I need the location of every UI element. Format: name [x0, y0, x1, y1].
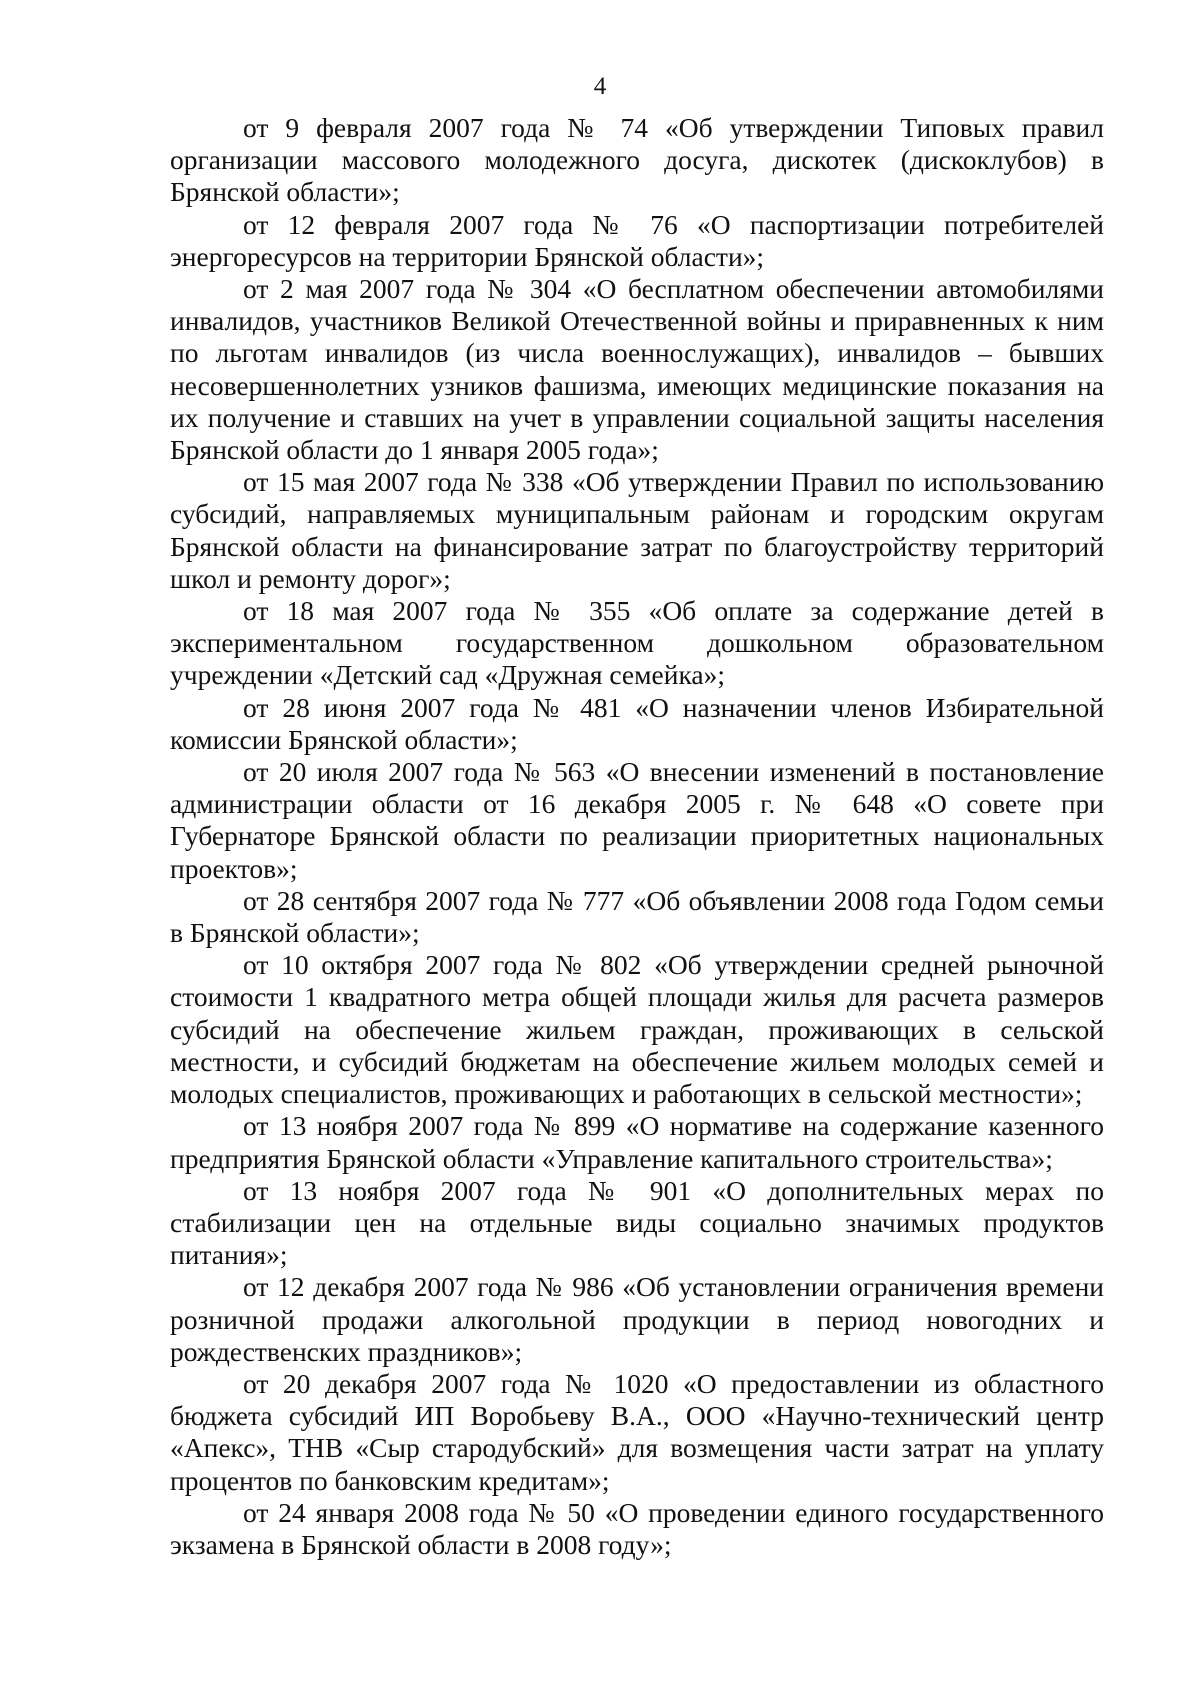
paragraph-decree-986: от 12 декабря 2007 года № 986 «Об установлении ограничения времени розничной продажи алкогольной продукции в период новогодних и рождественских праздников»; — [170, 1271, 1104, 1367]
paragraph-decree-50: от 24 января 2008 года № 50 «О проведении единого государственного экзамена в Брянской области в 2008 году»; — [170, 1496, 1104, 1560]
paragraph-decree-338: от 15 мая 2007 года № 338 «Об утверждении Правил по использованию субсидий, направляемых муниципальным районам и городским округам Брянской области на финансирование затрат по благоустройству территорий школ и ремонту дорог»; — [170, 466, 1104, 594]
paragraph-decree-481: от 28 июня 2007 года № 481 «О назначении членов Избирательной комиссии Брянской области»; — [170, 691, 1104, 755]
paragraph-decree-901: от 13 ноября 2007 года № 901 «О дополнительных мерах по стабилизации цен на отдельные виды социально значимых продуктов питания»; — [170, 1174, 1104, 1271]
paragraph-decree-563: от 20 июля 2007 года № 563 «О внесении изменений в постановление администрации области от 16 декабря 2005 г. № 648 «О совете при Губернаторе Брянской области по реализации приоритетных национальных проектов»; — [170, 756, 1104, 884]
paragraph-decree-76: от 12 февраля 2007 года № 76 «О паспортизации потребителей энергоресурсов на территории Брянской области»; — [170, 208, 1104, 272]
page-number: 4 — [593, 73, 607, 100]
paragraph-decree-899: от 13 ноября 2007 года № 899 «О нормативе на содержание казенного предприятия Брянской области «Управление капитального строительства»; — [170, 1110, 1104, 1174]
document-body — [170, 112, 1104, 1561]
paragraph-decree-304: от 2 мая 2007 года № 304 «О бесплатном обеспечении автомобилями инвалидов, участников Великой Отечественной войны и приравненных к ним по льготам инвалидов (из числа военнослужащих), инвалидов – бывших несовершеннолетних узников фашизма, имеющих медицинские показания на их получение и ставших на учет в управлении социальной защиты населения Брянской области до 1 января 2005 года»; — [170, 273, 1104, 466]
paragraph-decree-802: от 10 октября 2007 года № 802 «Об утверждении средней рыночной стоимости 1 квадратного метра общей площади жилья для расчета размеров субсидий на обеспечение жильем граждан, проживающих в сельской местности, и субсидий бюджетам на обеспечение жильем молодых семей и молодых специалистов, проживающих и работающих в сельской местности»; — [170, 949, 1104, 1110]
paragraph-decree-777: от 28 сентября 2007 года № 777 «Об объявлении 2008 года Годом семьи в Брянской области»; — [170, 884, 1104, 949]
paragraph-decree-355: от 18 мая 2007 года № 355 «Об оплате за содержание детей в экспериментальном государственном дошкольном образовательном учреждении «Детский сад «Дружная семейка»; — [170, 595, 1104, 691]
paragraph-decree-1020: от 20 декабря 2007 года № 1020 «О предоставлении из областного бюджета субсидий ИП Воробьеву В.А., ООО «Научно-технический центр «Апекс», ТНВ «Сыр стародубский» для возмещения части затрат на уплату процентов по банковским кредитам»; — [170, 1367, 1104, 1496]
paragraph-decree-74: от 9 февраля 2007 года № 74 «Об утверждении Типовых правил организации массового молодежного досуга, дискотек (дискоклубов) в Брянской области»; — [170, 112, 1104, 208]
